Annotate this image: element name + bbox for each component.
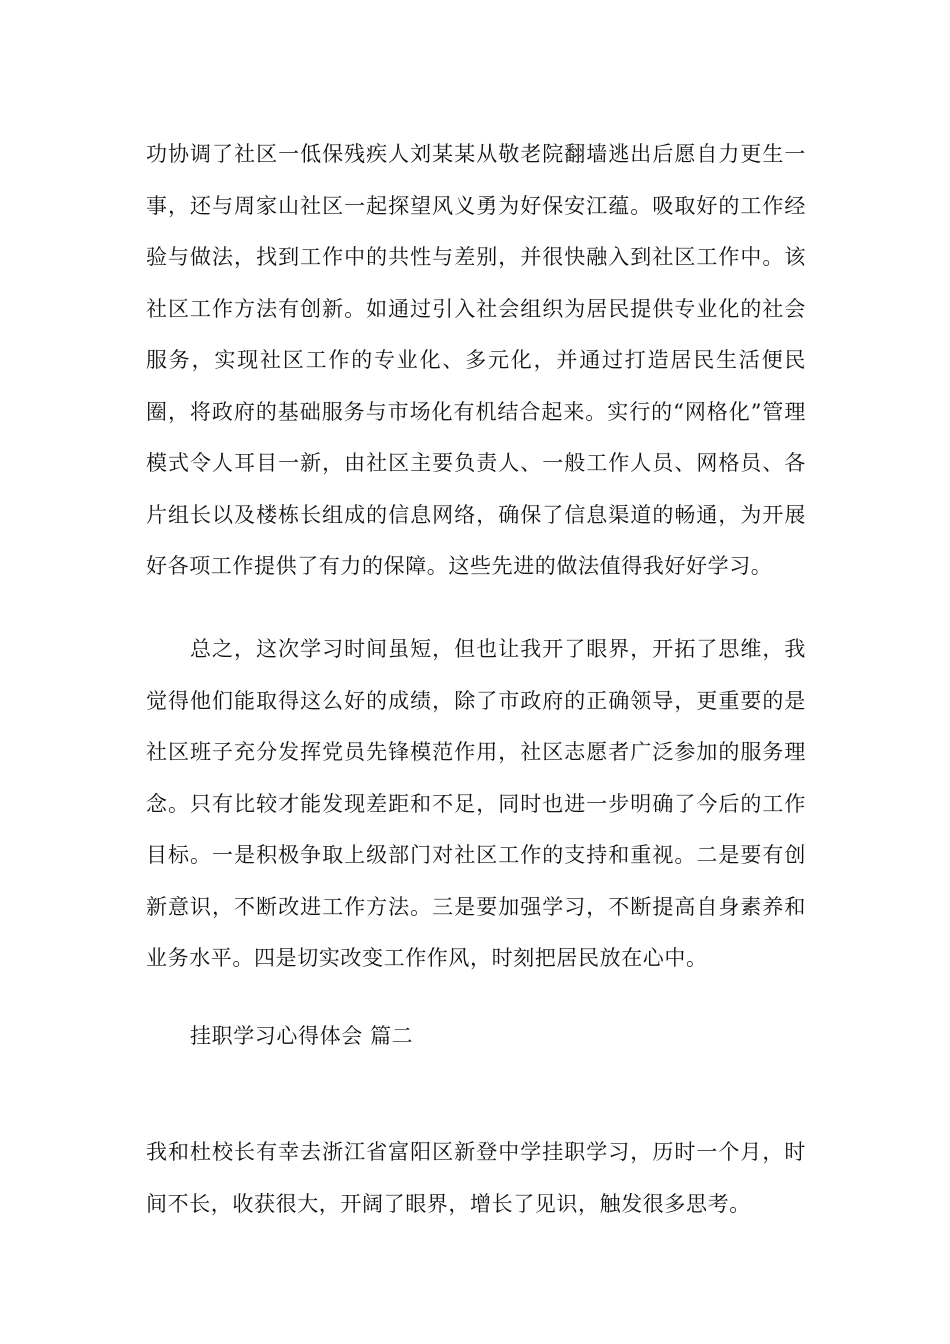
body-paragraph-2: 总之，这次学习时间虽短，但也让我开了眼界，开拓了思维，我觉得他们能取得这么好的成绩，除了市政府的正确领导，更重要的是社区班子充分发挥党员先锋模范作用，社区志愿者广泛参加的服务理念。只有比较才能发现差距和不足，同时也进一步明确了今后的工作目标。一是积极争取上级部门对社区工作的支持和重视。二是要有创新意识，不断改进工作方法。三是要加强学习，不断提高自身素养和业务水平。四是切实改变工作作风，时刻把居民放在心中。 (146, 637, 806, 970)
body-paragraph-3: 我和杜校长有幸去浙江省富阳区新登中学挂职学习，历时一个月，时间不长，收获很大，开阔了眼界，增长了见识，触发很多思考。 (146, 1140, 806, 1216)
body-paragraph-1: 功协调了社区一低保残疾人刘某某从敬老院翻墙逃出后愿自力更生一事，还与周家山社区一起探望风义勇为好保安江蕴。吸取好的工作经验与做法，找到工作中的共性与差别，并很快融入到社区工作中。该社区工作方法有创新。如通过引入社会组织为居民提供专业化的社会服务，实现社区工作的专业化、多元化，并通过打造居民生活便民圈，将政府的基础服务与市场化有机结合起来。实行的“网格化”管理模式令人耳目一新，由社区主要负责人、一般工作人员、网格员、各片组长以及楼栋长组成的信息网络，确保了信息渠道的畅通，为开展好各项工作提供了有力的保障。这些先进的做法值得我好好学习。 (146, 142, 806, 578)
section-heading: 挂职学习心得体会 篇二 (190, 1024, 414, 1048)
